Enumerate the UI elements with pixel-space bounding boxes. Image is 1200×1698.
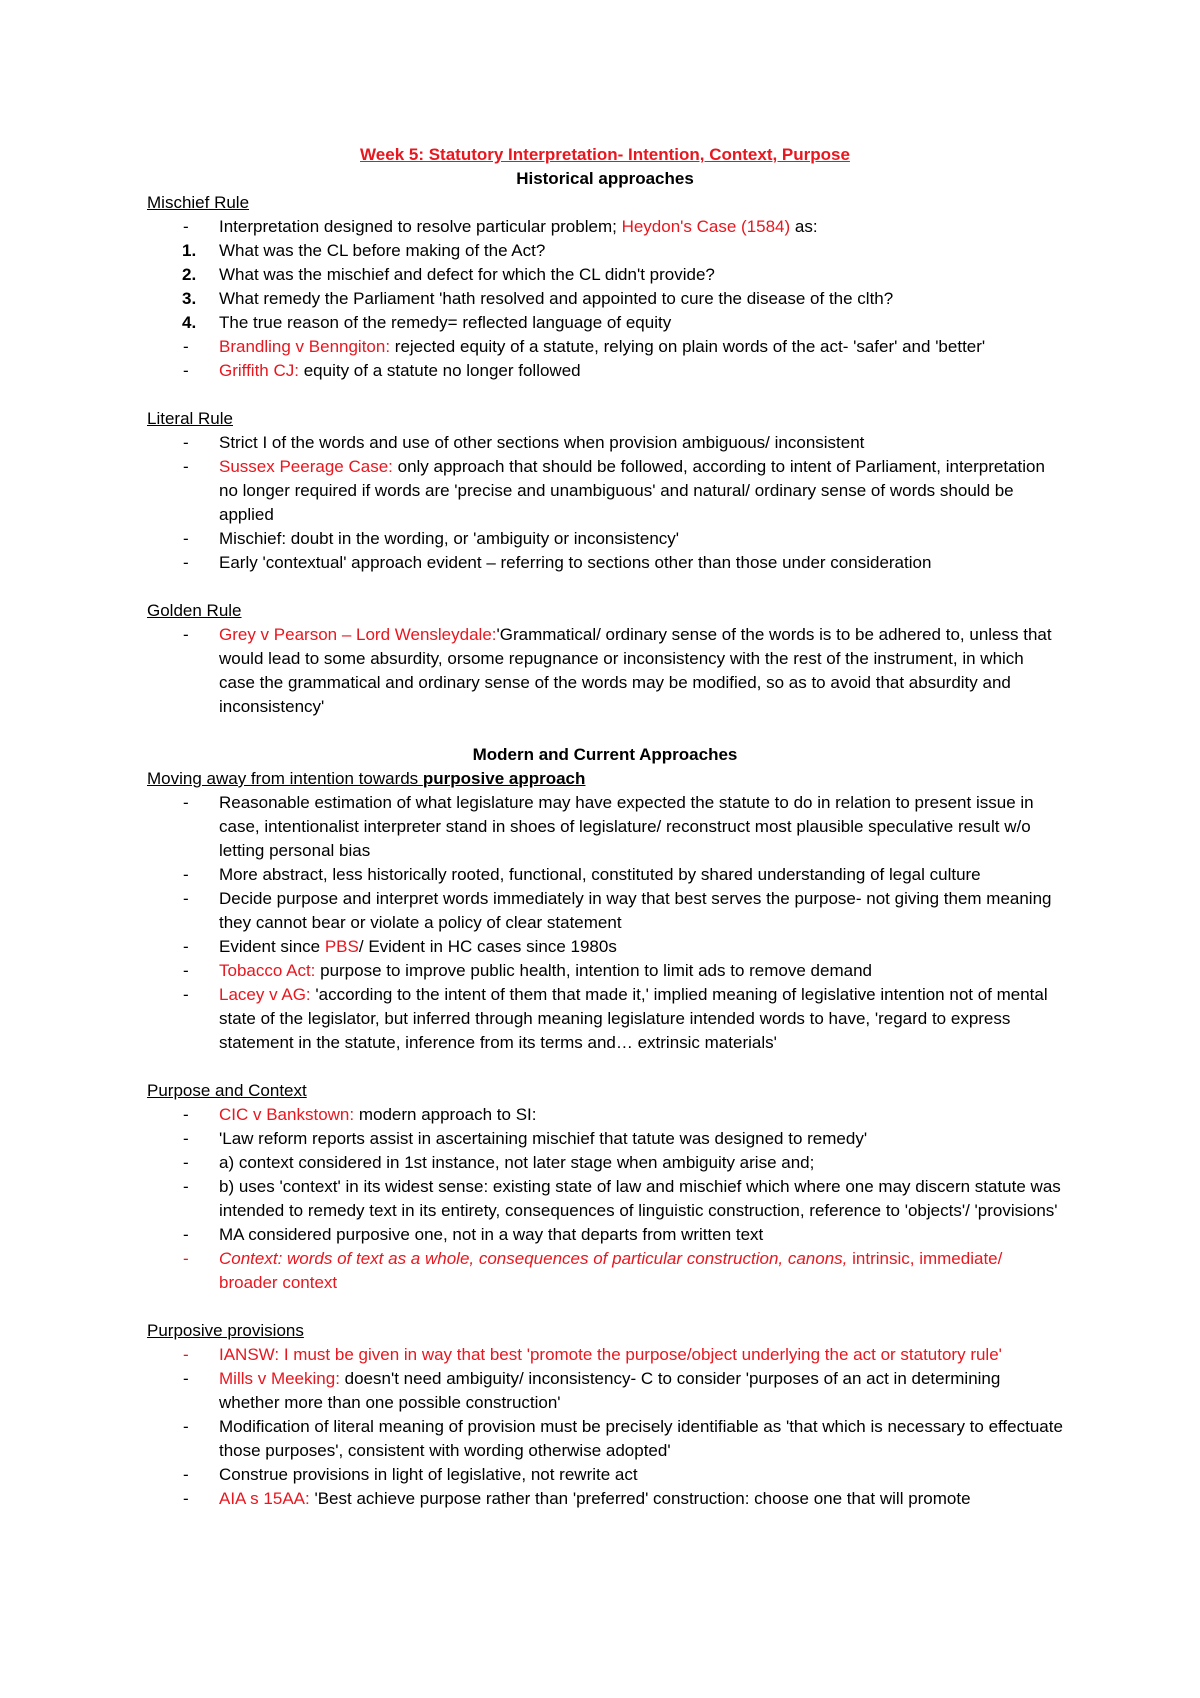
item-text	[219, 983, 1064, 1055]
list-item	[147, 983, 1140, 1055]
item-plain: More abstract, less historically rooted, functional, constituted by shared understanding of legal culture	[219, 865, 981, 884]
list-item	[147, 791, 1140, 863]
item-text	[219, 887, 1064, 935]
list-item	[147, 1487, 1140, 1511]
list-item	[147, 1415, 1140, 1463]
list-item	[147, 1175, 1140, 1223]
section-subtitle: Historical approaches	[516, 169, 694, 188]
numbered-item	[147, 287, 1140, 311]
item-plain: doesn't need ambiguity/ inconsistency- C to consider 'purposes of an act in determining whether more than one possible construction'	[219, 1369, 1001, 1412]
item-text	[219, 1127, 1064, 1151]
bullet: -	[183, 361, 189, 380]
item-plain: rejected equity of a statute, relying on plain words of the act- 'safer' and 'better'	[390, 337, 986, 356]
item-text	[219, 623, 1064, 719]
moving-text: Moving away from intention towards	[147, 769, 423, 788]
item-text: The true reason of the remedy= reflected language of equity	[219, 313, 672, 332]
item-text	[219, 215, 1064, 239]
bullet: -	[183, 1489, 189, 1508]
item-plain: Reasonable estimation of what legislature may have expected the statute to do in relation to present issue in case, intentionalist interpreter stand in shoes of legislature/ reconstruct most plausible speculative result w/o letting personal bias	[219, 793, 1034, 860]
golden-heading: Golden Rule	[147, 601, 242, 620]
item-plain: 'according to the intent of them that made it,' implied meaning of legislative intention not of mental state of the legislator, but inferred through meaning legislature intended words to have, 'regard to express statement in the statute, inference from its terms and… extrinsic materials'	[219, 985, 1048, 1052]
list-item	[147, 1151, 1140, 1175]
item-text	[219, 791, 1064, 863]
item-plain: Interpretation designed to resolve particular problem;	[219, 217, 622, 236]
spacer	[147, 1295, 1140, 1319]
item-text	[219, 1175, 1064, 1223]
bullet: -	[183, 937, 189, 956]
list-item	[147, 1247, 1140, 1295]
item-text	[219, 1103, 1064, 1127]
item-plain: Decide purpose and interpret words immediately in way that best serves the purpose- not giving them meaning they cannot bear or violate a policy of clear statement	[219, 889, 1052, 932]
case-name: Sussex Peerage Case:	[219, 457, 393, 476]
item-text	[219, 1247, 1064, 1295]
modern-heading: Modern and Current Approaches	[472, 745, 738, 764]
case-name: Heydon's Case (1584)	[621, 217, 791, 236]
numbered-item	[147, 263, 1140, 287]
case-name: PBS	[324, 937, 359, 956]
item-plain: Modification of literal meaning of provision must be precisely identifiable as 'that which is necessary to effectuate those purposes', consistent with wording otherwise adopted'	[219, 1417, 1063, 1460]
literal-heading: Literal Rule	[147, 409, 233, 428]
item-text	[219, 455, 1064, 527]
item-text	[219, 551, 1064, 575]
list-item	[147, 335, 1140, 359]
list-item	[147, 887, 1140, 935]
bullet: -	[183, 961, 189, 980]
item-number: 2.	[182, 265, 197, 284]
list-item	[147, 623, 1140, 719]
list-item	[147, 1127, 1140, 1151]
item-plain: b) uses 'context' in its widest sense: existing state of law and mischief which where one may discern statute was intended to remedy text in its entirety, consequences of linguistic construction, reference to 'objects'/ 'provisions'	[219, 1177, 1061, 1220]
bullet: -	[183, 1369, 189, 1388]
item-plain: Strict I of the words and use of other sections when provision ambiguous/ inconsistent	[219, 433, 865, 452]
spacer	[147, 1055, 1140, 1079]
item-plain: Mischief: doubt in the wording, or 'ambiguity or inconsistency'	[219, 529, 680, 548]
bullet: -	[183, 337, 189, 356]
bullet: -	[183, 217, 189, 236]
bullet: -	[183, 553, 189, 572]
item-text: What was the mischief and defect for which the CL didn't provide?	[219, 265, 715, 284]
case-name: Grey v Pearson – Lord Wensleydale:	[219, 625, 497, 644]
context-heading: Purpose and Context	[147, 1081, 307, 1100]
item-plain: Early 'contextual' approach evident – referring to sections other than those under consideration	[219, 553, 932, 572]
item-text	[219, 1223, 1064, 1247]
item-text: What remedy the Parliament 'hath resolved and appointed to cure the disease of the clth?	[219, 289, 894, 308]
bullet: -	[183, 1225, 189, 1244]
bullet: -	[183, 985, 189, 1004]
item-plain: 'Law reform reports assist in ascertaining mischief that tatute was designed to remedy'	[219, 1129, 868, 1148]
item-text	[219, 863, 1064, 887]
item-plain: only approach that should be followed, according to intent of Parliament, interpretation no longer required if words are 'precise and unambiguous' and natural/ ordinary sense of words should be applied	[219, 457, 1045, 524]
item-plain: as:	[790, 217, 818, 236]
item-text	[219, 1463, 1064, 1487]
item-plain: 'Best achieve purpose rather than 'preferred' construction: choose one that will promote	[309, 1489, 971, 1508]
bullet: -	[183, 1417, 189, 1436]
item-text	[219, 935, 1064, 959]
case-name: IANSW: I must be given in way that best 'promote the purpose/object underlying the act or statutory rule'	[219, 1345, 1002, 1364]
item-plain: equity of a statute no longer followed	[298, 361, 581, 380]
item-plain: Evident since	[219, 937, 325, 956]
item-text	[219, 1343, 1064, 1367]
item-text	[219, 1367, 1064, 1415]
moving-heading	[147, 767, 1140, 791]
item-plain: modern approach to SI:	[354, 1105, 537, 1124]
bullet: -	[183, 865, 189, 884]
list-item	[147, 527, 1140, 551]
item-text	[219, 1487, 1064, 1511]
item-text	[219, 527, 1064, 551]
item-number: 3.	[182, 289, 197, 308]
purposive-heading: Purposive provisions	[147, 1321, 304, 1340]
item-text: What was the CL before making of the Act?	[219, 241, 546, 260]
bullet: -	[183, 1153, 189, 1172]
case-name: Mills v Meeking:	[219, 1369, 340, 1388]
bullet: -	[183, 1129, 189, 1148]
bullet: -	[183, 1177, 189, 1196]
numbered-list	[147, 239, 1140, 335]
bullet: -	[183, 1465, 189, 1484]
case-name: AIA s 15AA:	[219, 1489, 310, 1508]
mischief-heading: Mischief Rule	[147, 193, 250, 212]
bullet: -	[183, 793, 189, 812]
case-name: CIC v Bankstown:	[219, 1105, 355, 1124]
bullet: -	[183, 433, 189, 452]
item-text	[219, 335, 1064, 359]
item-text	[219, 1415, 1064, 1463]
list-item	[147, 1343, 1140, 1367]
context-italic: Context: words of text as a whole, consequences of particular construction, canons,	[219, 1249, 848, 1268]
list-item	[147, 959, 1140, 983]
bullet: -	[183, 889, 189, 908]
list-item	[147, 1463, 1140, 1487]
numbered-item	[147, 311, 1140, 335]
list-item	[147, 431, 1140, 455]
item-plain: 'Grammatical/ ordinary sense of the words is to be adhered to, unless that would lead to some absurdity, orsome repugnance or inconsistency with the rest of the instrument, in which case the grammatical and ordinary sense of the words may be modified, so as to avoid that absurdity and inconsistency'	[219, 625, 1052, 716]
list-item	[147, 1103, 1140, 1127]
document-title: Week 5: Statutory Interpretation- Intention, Context, Purpose	[360, 145, 850, 164]
case-name: Lacey v AG:	[219, 985, 311, 1004]
item-plain: Construe provisions in light of legislative, not rewrite act	[219, 1465, 638, 1484]
case-name: intrinsic, immediate/ broader context	[219, 1249, 1003, 1292]
list-item	[147, 455, 1140, 527]
bullet: -	[183, 1345, 189, 1364]
moving-emphasis: purposive approach	[422, 769, 586, 788]
case-name: Griffith CJ:	[219, 361, 299, 380]
list-item	[147, 215, 1140, 239]
case-name: Tobacco Act:	[219, 961, 316, 980]
list-item	[147, 359, 1140, 383]
item-number: 1.	[182, 241, 197, 260]
item-text	[219, 1151, 1064, 1175]
case-name: Brandling v Benngiton:	[219, 337, 391, 356]
item-text	[219, 959, 1064, 983]
list-item	[147, 551, 1140, 575]
item-plain: purpose to improve public health, intention to limit ads to remove demand	[315, 961, 872, 980]
item-text	[219, 431, 1064, 455]
item-plain: / Evident in HC cases since 1980s	[358, 937, 617, 956]
bullet: -	[183, 1105, 189, 1124]
list-item	[147, 1367, 1140, 1415]
bullet: -	[183, 529, 189, 548]
item-plain: a) context considered in 1st instance, not later stage when ambiguity arise and;	[219, 1153, 815, 1172]
list-item	[147, 863, 1140, 887]
spacer	[147, 383, 1140, 407]
bullet: -	[183, 1249, 189, 1268]
bullet: -	[183, 625, 189, 644]
item-text	[219, 359, 1064, 383]
list-item	[147, 1223, 1140, 1247]
item-number: 4.	[182, 313, 197, 332]
list-item	[147, 935, 1140, 959]
spacer	[147, 575, 1140, 599]
bullet: -	[183, 457, 189, 476]
item-plain: MA considered purposive one, not in a way that departs from written text	[219, 1225, 764, 1244]
numbered-item	[147, 239, 1140, 263]
